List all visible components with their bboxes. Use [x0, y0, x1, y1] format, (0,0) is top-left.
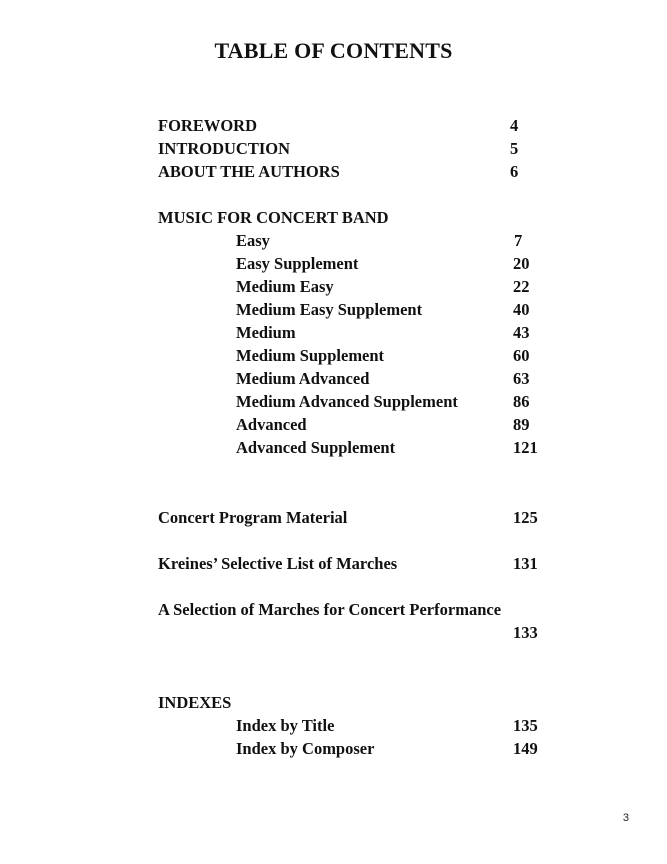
toc-entry-page: 125 [513, 508, 538, 527]
toc-entry-page: 60 [513, 346, 530, 365]
page-title: TABLE OF CONTENTS [214, 38, 453, 63]
toc-entry-label: Advanced Supplement [236, 438, 396, 457]
toc-entry-page: 121 [513, 438, 538, 457]
toc-entry-page: 89 [513, 415, 530, 434]
toc-entry-page: 5 [510, 139, 519, 158]
toc-entry-page: 20 [513, 254, 530, 273]
toc-entry-page: 131 [513, 554, 538, 573]
toc-entry-label: Medium Advanced [236, 369, 370, 388]
toc-entry-page: 4 [510, 116, 519, 135]
toc-entry-label: Medium Supplement [236, 346, 385, 365]
toc-entry-page: 63 [513, 369, 530, 388]
toc-section-label: INDEXES [158, 693, 232, 712]
toc-entry-label: INTRODUCTION [158, 139, 291, 158]
page-number: 3 [622, 812, 629, 824]
toc-entry-page: 43 [513, 323, 530, 342]
toc-entry-label: FOREWORD [158, 116, 257, 135]
toc-entry-page: 135 [513, 716, 538, 735]
toc-entry-label: Index by Composer [236, 739, 375, 758]
toc-entry-page: 22 [513, 277, 530, 296]
toc-entry-page: 40 [513, 300, 530, 319]
toc-entry-label: Medium Advanced Supplement [236, 392, 458, 411]
toc-entry-label: Easy Supplement [236, 254, 359, 273]
toc-entry-page: 86 [513, 392, 530, 411]
toc-entry-page: 6 [510, 162, 519, 181]
toc-entry-label: Medium Easy [236, 277, 334, 296]
toc-entry-label: ABOUT THE AUTHORS [158, 162, 340, 181]
toc-entry-label: Easy [236, 231, 270, 250]
toc-section-label: MUSIC FOR CONCERT BAND [158, 208, 389, 227]
toc-entry-label: Concert Program Material [158, 508, 348, 527]
toc-entry-label: Kreines’ Selective List of Marches [158, 554, 398, 573]
toc-entry-page: 133 [513, 623, 538, 642]
toc-entry-page: 149 [513, 739, 538, 758]
toc-entry-page: 7 [514, 231, 523, 250]
toc-entry-label: Medium [236, 323, 296, 342]
toc-entry-label: Advanced [236, 415, 307, 434]
toc-entry-label: A Selection of Marches for Concert Performance [158, 600, 502, 619]
toc-entry-label: Index by Title [236, 716, 335, 735]
toc-entry-label: Medium Easy Supplement [236, 300, 423, 319]
